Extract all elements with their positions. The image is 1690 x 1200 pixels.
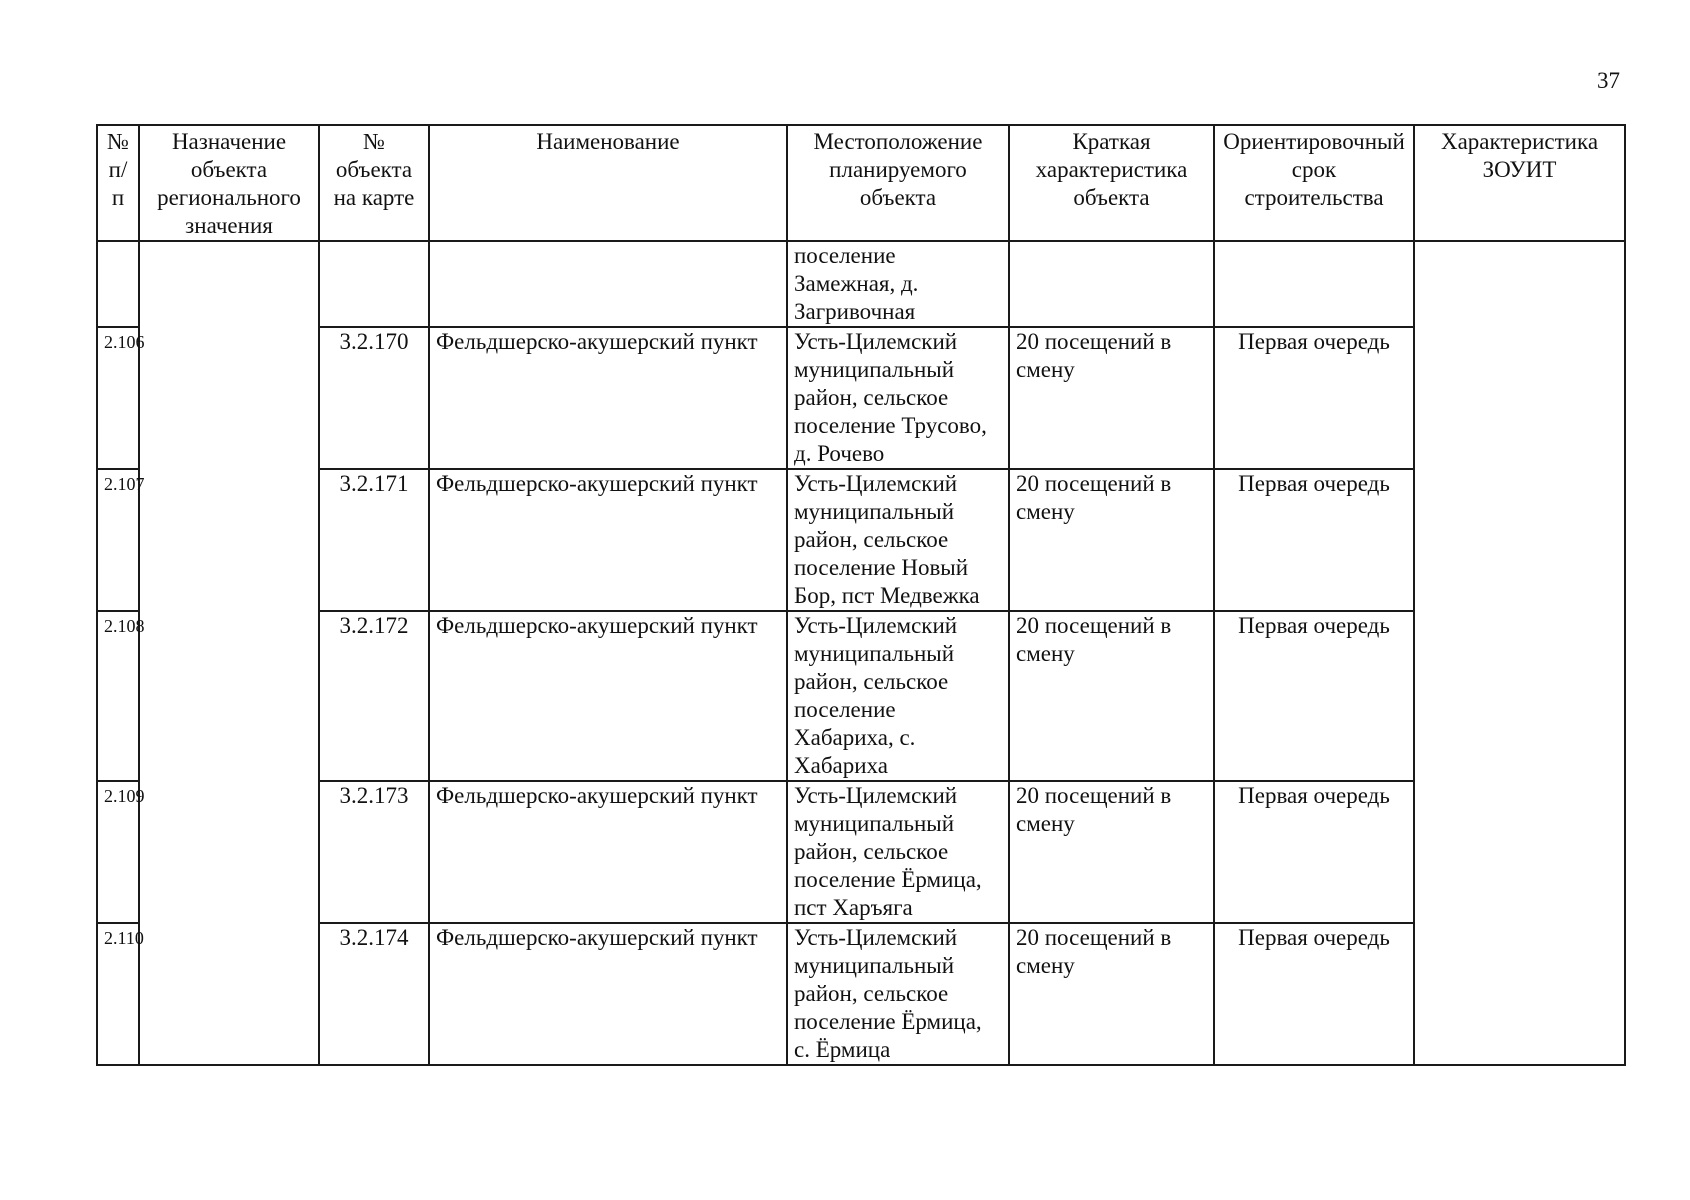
construction-term: Первая очередь [1214,327,1414,469]
object-characteristic: 20 посещений в смену [1009,611,1214,781]
object-characteristic: 20 посещений в смену [1009,327,1214,469]
object-location: Усть-Цилемский муниципальный район, сельское поселение Ёрмица, пст Харъяга [787,781,1009,923]
object-name: Фельдшерско-акушерский пункт [429,469,787,611]
table-row [97,923,1625,1065]
table-row [97,611,1625,781]
object-name: Фельдшерско-акушерский пункт [429,611,787,781]
object-characteristic [1009,241,1214,327]
table-row [97,781,1625,923]
construction-term: Первая очередь [1214,469,1414,611]
header-purpose: Назначение объекта регионального значения [139,125,319,241]
construction-term: Первая очередь [1214,923,1414,1065]
object-name: Фельдшерско-акушерский пункт [429,781,787,923]
row-number: 2.109 [97,781,139,923]
object-location: поселение Замежная, д. Загривочная [787,241,1009,327]
row-number: 2.108 [97,611,139,781]
map-number [319,241,429,327]
header-location: Местоположение планируемого объекта [787,125,1009,241]
object-location: Усть-Цилемский муниципальный район, сельское поселение Ёрмица, с. Ёрмица [787,923,1009,1065]
map-number: 3.2.172 [319,611,429,781]
object-name: Фельдшерско-акушерский пункт [429,923,787,1065]
zouit-cell [1414,241,1625,1065]
map-number: 3.2.174 [319,923,429,1065]
header-term: Ориентировочный срок строительства [1214,125,1414,241]
header-characteristic: Краткая характеристика объекта [1009,125,1214,241]
object-characteristic: 20 посещений в смену [1009,781,1214,923]
object-characteristic: 20 посещений в смену [1009,923,1214,1065]
construction-term: Первая очередь [1214,781,1414,923]
map-number: 3.2.170 [319,327,429,469]
construction-term: Первая очередь [1214,611,1414,781]
map-number: 3.2.173 [319,781,429,923]
table-row [97,469,1625,611]
object-characteristic: 20 посещений в смену [1009,469,1214,611]
header-zouit: Характеристика ЗОУИТ [1414,125,1625,241]
object-location: Усть-Цилемский муниципальный район, сельское поселение Новый Бор, пст Медвежка [787,469,1009,611]
header-num: № п/п [97,125,139,241]
header-map-num: № объекта на карте [319,125,429,241]
table-row [97,241,1625,327]
header-name: Наименование [429,125,787,241]
object-name: Фельдшерско-акушерский пункт [429,327,787,469]
table-row [97,327,1625,469]
table-header [97,125,1625,241]
row-number: 2.106 [97,327,139,469]
objects-table [96,124,1626,1066]
map-number: 3.2.171 [319,469,429,611]
object-name [429,241,787,327]
page-number: 37 [1597,68,1620,93]
object-location: Усть-Цилемский муниципальный район, сельское поселение Хабариха, с. Хабариха [787,611,1009,781]
purpose-cell [139,241,319,1065]
row-number [97,241,139,327]
construction-term [1214,241,1414,327]
row-number: 2.107 [97,469,139,611]
row-number: 2.110 [97,923,139,1065]
object-location: Усть-Цилемский муниципальный район, сельское поселение Трусово, д. Рочево [787,327,1009,469]
